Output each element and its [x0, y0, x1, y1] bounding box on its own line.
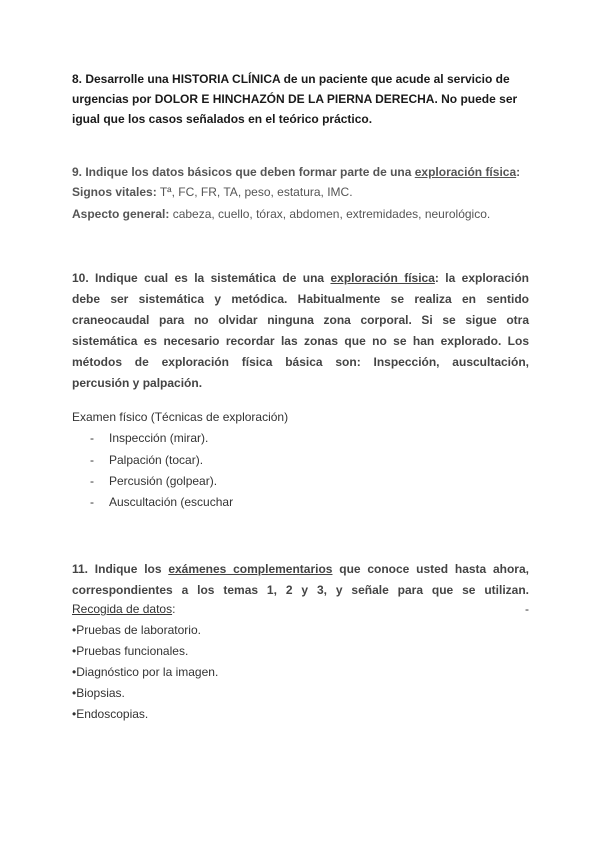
- q10-line: sistemática es necesario recordar las zonas que no se han explorado. Los: [72, 334, 529, 348]
- q9-suffix: :: [516, 165, 521, 179]
- signos-vitales-label: Signos vitales:: [72, 185, 157, 199]
- q10-suffix: : la exploración: [434, 271, 530, 285]
- q10-exploracion-link: exploración física: [330, 271, 435, 285]
- dash-marker: -: [90, 431, 94, 445]
- aspecto-general-label: Aspecto general:: [72, 207, 170, 221]
- q10-line: métodos de exploración física básica son: Inspección, auscultación,: [72, 355, 529, 369]
- exam-item-text: Auscultación (escuchar: [109, 495, 234, 509]
- q8-line: 8. Desarrolle una HISTORIA CLÍNICA de un paciente que acude al servicio de: [72, 72, 510, 86]
- exam-item-text: Inspección (mirar).: [109, 431, 209, 445]
- q10-prefix: 10. Indique cual es la sistemática de una: [72, 271, 331, 285]
- q8-line: igual que los casos señalados en el teórico práctico.: [72, 112, 373, 126]
- bullet-item: •Diagnóstico por la imagen.: [72, 665, 219, 679]
- q11-prefix: 11. Indique los: [72, 562, 169, 576]
- q10-line: debe ser sistemática y metódica. Habitualmente se realiza en sentido: [72, 292, 529, 306]
- q10-line: craneocaudal para no olvidar ninguna zona corporal. Si se sigue otra: [72, 313, 529, 327]
- bullet-item: •Pruebas de laboratorio.: [72, 623, 201, 637]
- signos-vitales-text: Tª, FC, FR, TA, peso, estatura, IMC.: [156, 185, 353, 199]
- bullet-item: •Pruebas funcionales.: [72, 644, 189, 658]
- dash-marker: -: [90, 474, 94, 488]
- q8-line: urgencias por DOLOR E HINCHAZÓN DE LA PIERNA DERECHA. No puede ser: [72, 92, 518, 106]
- question-8: [72, 69, 529, 129]
- question-10: [72, 268, 529, 394]
- recogida-colon: :: [172, 602, 176, 616]
- question-11: [72, 559, 529, 601]
- recogida-datos-line: [72, 599, 529, 619]
- recogida-datos-label: Recogida de datos: [72, 602, 173, 616]
- dash-marker: -: [90, 453, 94, 467]
- q11-examenes-link: exámenes complementarios: [168, 562, 333, 576]
- q9-exploracion-link: exploración física: [414, 165, 517, 179]
- aspecto-general-text: cabeza, cuello, tórax, abdomen, extremidades, neurológico.: [169, 207, 491, 221]
- q10-line: percusión y palpación.: [72, 376, 203, 390]
- exam-item-text: Palpación (tocar).: [109, 453, 204, 467]
- q11-suffix: que conoce usted hasta ahora,: [332, 562, 529, 576]
- examen-fisico-title: Examen físico (Técnicas de exploración): [72, 410, 289, 424]
- bullet-list: [72, 620, 218, 725]
- exam-item-text: Percusión (golpear).: [109, 474, 218, 488]
- q9-prefix: 9. Indique los datos básicos que deben formar parte de una: [72, 165, 415, 179]
- question-9: [72, 162, 529, 224]
- bullet-item: •Biopsias.: [72, 686, 125, 700]
- bullet-item: •Endoscopias.: [72, 707, 149, 721]
- dash-marker: -: [90, 495, 94, 509]
- trailing-dash: -: [525, 602, 529, 616]
- q11-line: correspondientes a los temas 1, 2 y 3, y señale para que se utilizan.: [72, 583, 529, 597]
